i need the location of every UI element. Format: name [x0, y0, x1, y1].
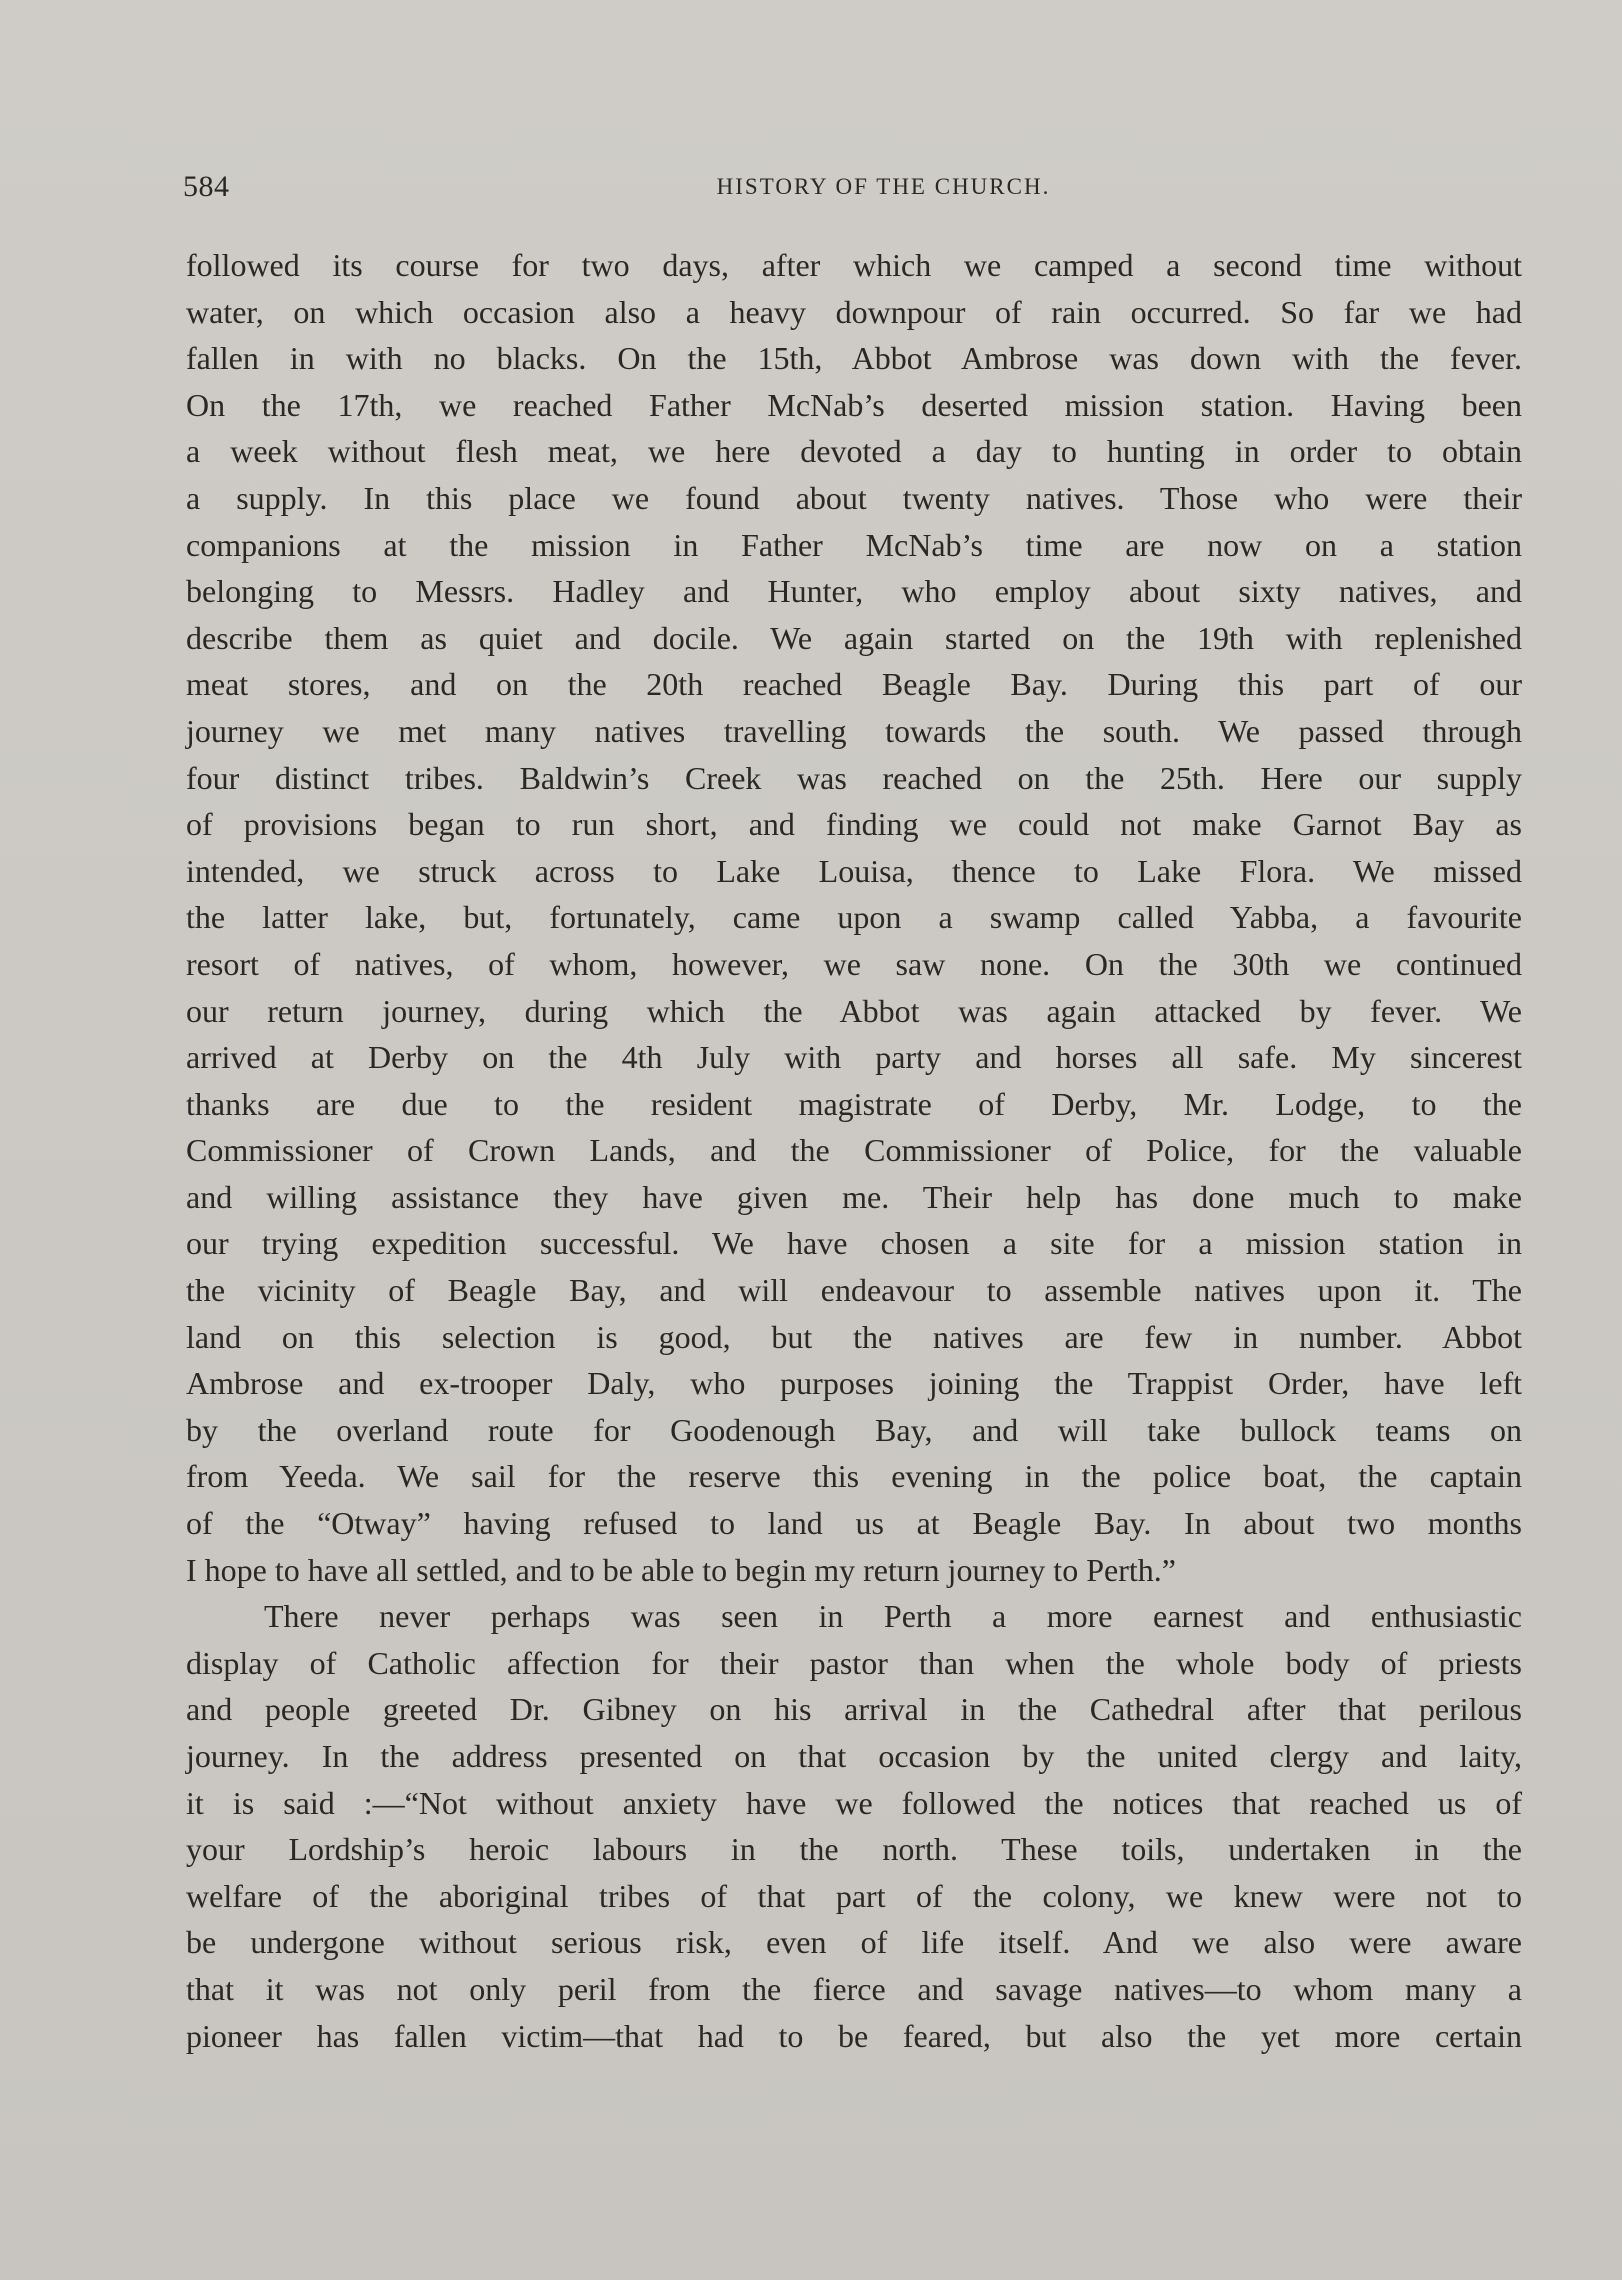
text-line: Ambrose and ex-trooper Daly, who purposes joining the Trappist Order, have left — [186, 1365, 1522, 1402]
text-line: pioneer has fallen victim—that had to be feared, but also the yet more certain — [186, 2017, 1522, 2054]
text-line: our trying expedition successful. We have chosen a site for a mission station in — [186, 1225, 1522, 1262]
text-line: On the 17th, we reached Father McNab’s deserted mission station. Having been — [186, 386, 1522, 423]
text-line: companions at the mission in Father McNab’s time are now on a station — [186, 526, 1522, 563]
text-line: from Yeeda. We sail for the reserve this evening in the police boat, the captain — [186, 1458, 1522, 1495]
text-line: water, on which occasion also a heavy downpour of rain occurred. So far we had — [186, 293, 1522, 330]
running-title: HISTORY OF THE CHURCH. — [716, 174, 1051, 199]
text-line: welfare of the aboriginal tribes of that part of the colony, we knew were not to — [186, 1877, 1522, 1914]
text-line: followed its course for two days, after which we camped a second time without — [186, 247, 1522, 283]
text-line: intended, we struck across to Lake Louisa, thence to Lake Flora. We missed — [186, 852, 1522, 889]
text-line: the latter lake, but, fortunately, came upon a swamp called Yabba, a favourite — [186, 899, 1522, 936]
text-line: by the overland route for Goodenough Bay, and will take bullock teams on — [186, 1411, 1522, 1448]
text-line: that it was not only peril from the fierce and savage natives—to whom many a — [186, 1970, 1522, 2007]
text-line: a week without flesh meat, we here devoted a day to hunting in order to obtain — [186, 433, 1522, 470]
text-line: resort of natives, of whom, however, we saw none. On the 30th we continued — [186, 945, 1522, 982]
text-line: a supply. In this place we found about twenty natives. Those who were their — [186, 479, 1522, 516]
text-line: belonging to Messrs. Hadley and Hunter, who employ about sixty natives, and — [186, 573, 1522, 610]
text-line: of the “Otway” having refused to land us at Beagle Bay. In about two months — [186, 1505, 1522, 1542]
text-line: your Lordship’s heroic labours in the north. These toils, undertaken in the — [186, 1831, 1522, 1868]
paragraph-first-line: There never perhaps was seen in Perth a more earnest and enthusiastic — [264, 1598, 1522, 1635]
text-line: of provisions began to run short, and finding we could not make Garnot Bay as — [186, 806, 1522, 843]
text-line: arrived at Derby on the 4th July with party and horses all safe. My sincerest — [186, 1039, 1522, 1076]
text-line: the vicinity of Beagle Bay, and will endeavour to assemble natives upon it. The — [186, 1272, 1522, 1309]
text-line: meat stores, and on the 20th reached Beagle Bay. During this part of our — [186, 666, 1522, 703]
text-line: journey. In the address presented on that occasion by the united clergy and laity, — [186, 1738, 1522, 1774]
text-line: be undergone without serious risk, even of life itself. And we also were aware — [186, 1924, 1522, 1961]
running-head — [183, 170, 1524, 210]
text-line: Commissioner of Crown Lands, and the Commissioner of Police, for the valuable — [186, 1132, 1522, 1169]
text-line: fallen in with no blacks. On the 15th, Abbot Ambrose was down with the fever. — [186, 340, 1522, 377]
text-line: and people greeted Dr. Gibney on his arrival in the Cathedral after that perilous — [186, 1691, 1522, 1728]
text-line: four distinct tribes. Baldwin’s Creek was reached on the 25th. Here our supply — [186, 759, 1522, 796]
body-text — [186, 242, 1522, 2059]
text-line: land on this selection is good, but the natives are few in number. Abbot — [186, 1318, 1522, 1355]
text-line: thanks are due to the resident magistrate of Derby, Mr. Lodge, to the — [186, 1085, 1522, 1122]
page-number: 584 — [183, 170, 230, 203]
text-line: journey we met many natives travelling towards the south. We passed through — [186, 712, 1522, 749]
text-line: describe them as quiet and docile. We again started on the 19th with replenished — [186, 619, 1522, 656]
text-line: display of Catholic affection for their pastor than when the whole body of priests — [186, 1644, 1522, 1681]
text-line: it is said :—“Not without anxiety have we followed the notices that reached us of — [186, 1784, 1522, 1821]
text-line: our return journey, during which the Abbot was again attacked by fever. We — [186, 992, 1522, 1029]
text-line: and willing assistance they have given me. Their help has done much to make — [186, 1178, 1522, 1215]
text-line: I hope to have all settled, and to be able to begin my return journey to Perth.” — [186, 1551, 1176, 1588]
